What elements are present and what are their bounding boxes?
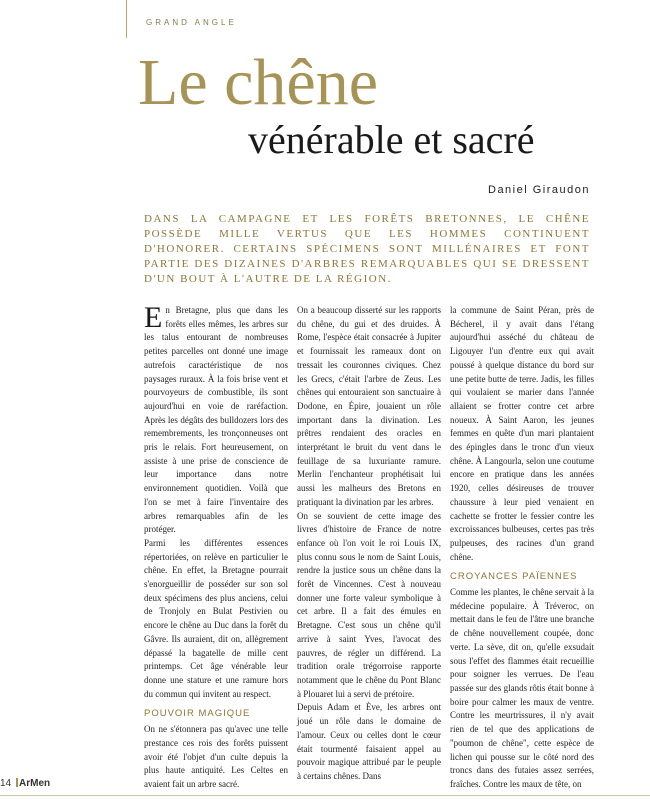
magazine-logo xyxy=(16,778,50,789)
text-column-1 xyxy=(144,301,288,792)
drop-cap: E xyxy=(144,301,163,334)
paragraph: Depuis Adam et Ève, les arbres ont joué un rôle dans le domaine de l'amour. Ceux ou celles dont le cœur était tourmenté faisaient appel au pouvoir magique attribué par le peuple à certains chênes. Dans xyxy=(297,702,441,781)
footer-rule xyxy=(0,795,650,796)
text-column-2 xyxy=(297,304,441,784)
magazine-name: ArMen xyxy=(19,778,51,789)
text-column-3 xyxy=(450,304,594,792)
title-line-2: vénérable et sacré xyxy=(248,117,535,162)
paragraph: On a beaucoup disserté sur les rapports du chêne, du gui et des druides. À Rome, l'espèce était consacrée à Jupiter et fournissait les rameaux dont on tressait les couronnes civiques. Chez les Grecs, c'était l'arbre de Zeus. Les chênes qui entouraient son sanctuaire à Dodone, en Épire, jouaient un rôle important dans la divination. Les prêtres rendaient des oracles en interprétant le bruit du vent dans le feuillage de sa luxuriante ramure. Merlin l'enchanteur prophétisait lui aussi les malheurs des Bretons en pratiquant la divination par les arbres. xyxy=(297,305,441,507)
paragraph: On ne s'étonnera pas qu'avec une telle prestance ces rois des forêts puissent avoir été l'objet d'un culte depuis la plus haute antiquité. Les Celtes en avaient fait un arbre sacré. xyxy=(144,724,288,789)
paragraph: la commune de Saint Péran, près de Bécherel, il y avait dans l'étang aujourd'hui asséché du château de Ligouyer l'un d'entre eux qui avait poussé à quelque distance du bord sur une petite butte de terre. Jadis, les filles qui voulaient se marier dans l'année allaient se frotter contre cet arbre noueux. À Saint Aaron, les jeunes femmes en quête d'un mari plantaient des épingles dans le tronc d'un vieux chêne. À Langourla, selon une coutume encore en pratique dans les années 1920, celles désireuses de trouver chaussure à leur pied venaient en cachette se frotter le fessier contre les excroissances bulbeuses, certes pas très pulpeuses, des racines d'un grand chêne. xyxy=(450,305,594,562)
header-rule xyxy=(126,0,127,38)
logo-bar-icon xyxy=(16,778,18,787)
paragraph xyxy=(144,301,288,537)
subheading-pouvoir-magique: POUVOIR MAGIQUE xyxy=(144,708,251,720)
paragraph: On se souvient de cette image des livres d'histoire de France de notre enfance où l'on voit le roi Louis IX, plus connu sous le nom de Saint Louis, rendre la justice sous un chêne dans la forêt de Vincennes. C'est à nouveau donner une forte valeur symbolique à cet arbre. Il a fait des émules en Bretagne. C'est sous un chêne qu'il arrive à saint Yves, l'avocat des pauvres, de régler un différend. La tradition orale trégorroise rapporte notamment que le chêne du Pont Blanc à Plouaret lui a servi de prétoire. xyxy=(297,510,441,699)
paragraph: Comme les plantes, le chêne servait à la médecine populaire. À Tréveroc, on mettait dans le feu de l'âtre une branche de chêne nouvellement coupée, donc verte. La sève, dit on, qu'elle exsudait sous l'effet des flammes était recueillie pour soigner les verrues. De l'eau passée sur des glands rôtis était bonne à boire pour calmer les maux de ventre. Contre les meurtrissures, il n'y avait rien de tel que des applications de "poumon de chêne", cette espèce de lichen qui pousse sur le côté nord des troncs dans des futaies assez serrées, fraîches. Contre les maux de tête, on xyxy=(450,587,594,789)
author-byline: Daniel Giraudon xyxy=(488,184,590,196)
subheading-croyances-paiennes: CROYANCES PAÏENNES xyxy=(450,571,578,583)
page-number: 14 xyxy=(0,778,12,789)
lead-paragraph: DANS LA CAMPAGNE ET LES FORÊTS BRETONNES, LE CHÊNE POSSÈDE MILLE VERTUS QUE LES HOMMES CONTINUENT D'HONORER. CERTAINS SPÉCIMENS SONT MILLÉNAIRES ET FONT PARTIE DES DIZAINES D'ARBRES REMARQUABLES QUI SE DRESSENT D'UN BOUT À L'AUTRE DE LA RÉGION. xyxy=(144,213,590,285)
paragraph-text: n Bretagne, plus que dans les forêts elles mêmes, les arbres sur les talus entourant de nombreuses petites parcelles ont donné une image autrefois caractéristique de nos paysages ruraux. À la fois brise vent et pourvoyeurs de combustible, ils sont aujourd'hui en voie de raréfaction. Après les dégâts des bulldozers lors des remembrements, les tronçonneuses ont pris le relais. Fort heureusement, on assiste à une prise de conscience de leur importance dans notre environnement quotidien. Voilà que l'on se met à faire l'inventaire des arbres remarquables afin de les protéger. xyxy=(144,305,288,535)
paragraph: Parmi les différentes essences répertoriées, on relève en particulier le chêne. En effet, la Bretagne pourrait s'enorgueillir de posséder sur son sol deux spécimens des plus anciens, celui de Tronjoly en Bulat Pestivien ou encore le chêne au Duc dans la forêt du Gâvre. Ils auraient, dit on, allègrement dépassé la bagatelle de mille cent printemps. Cet âge vénérable leur donne une stature et une ramure hors du commun qui invitent au respect. xyxy=(144,537,288,699)
section-tag: GRAND ANGLE xyxy=(146,18,237,27)
title-line-1: Le chêne xyxy=(138,46,378,119)
